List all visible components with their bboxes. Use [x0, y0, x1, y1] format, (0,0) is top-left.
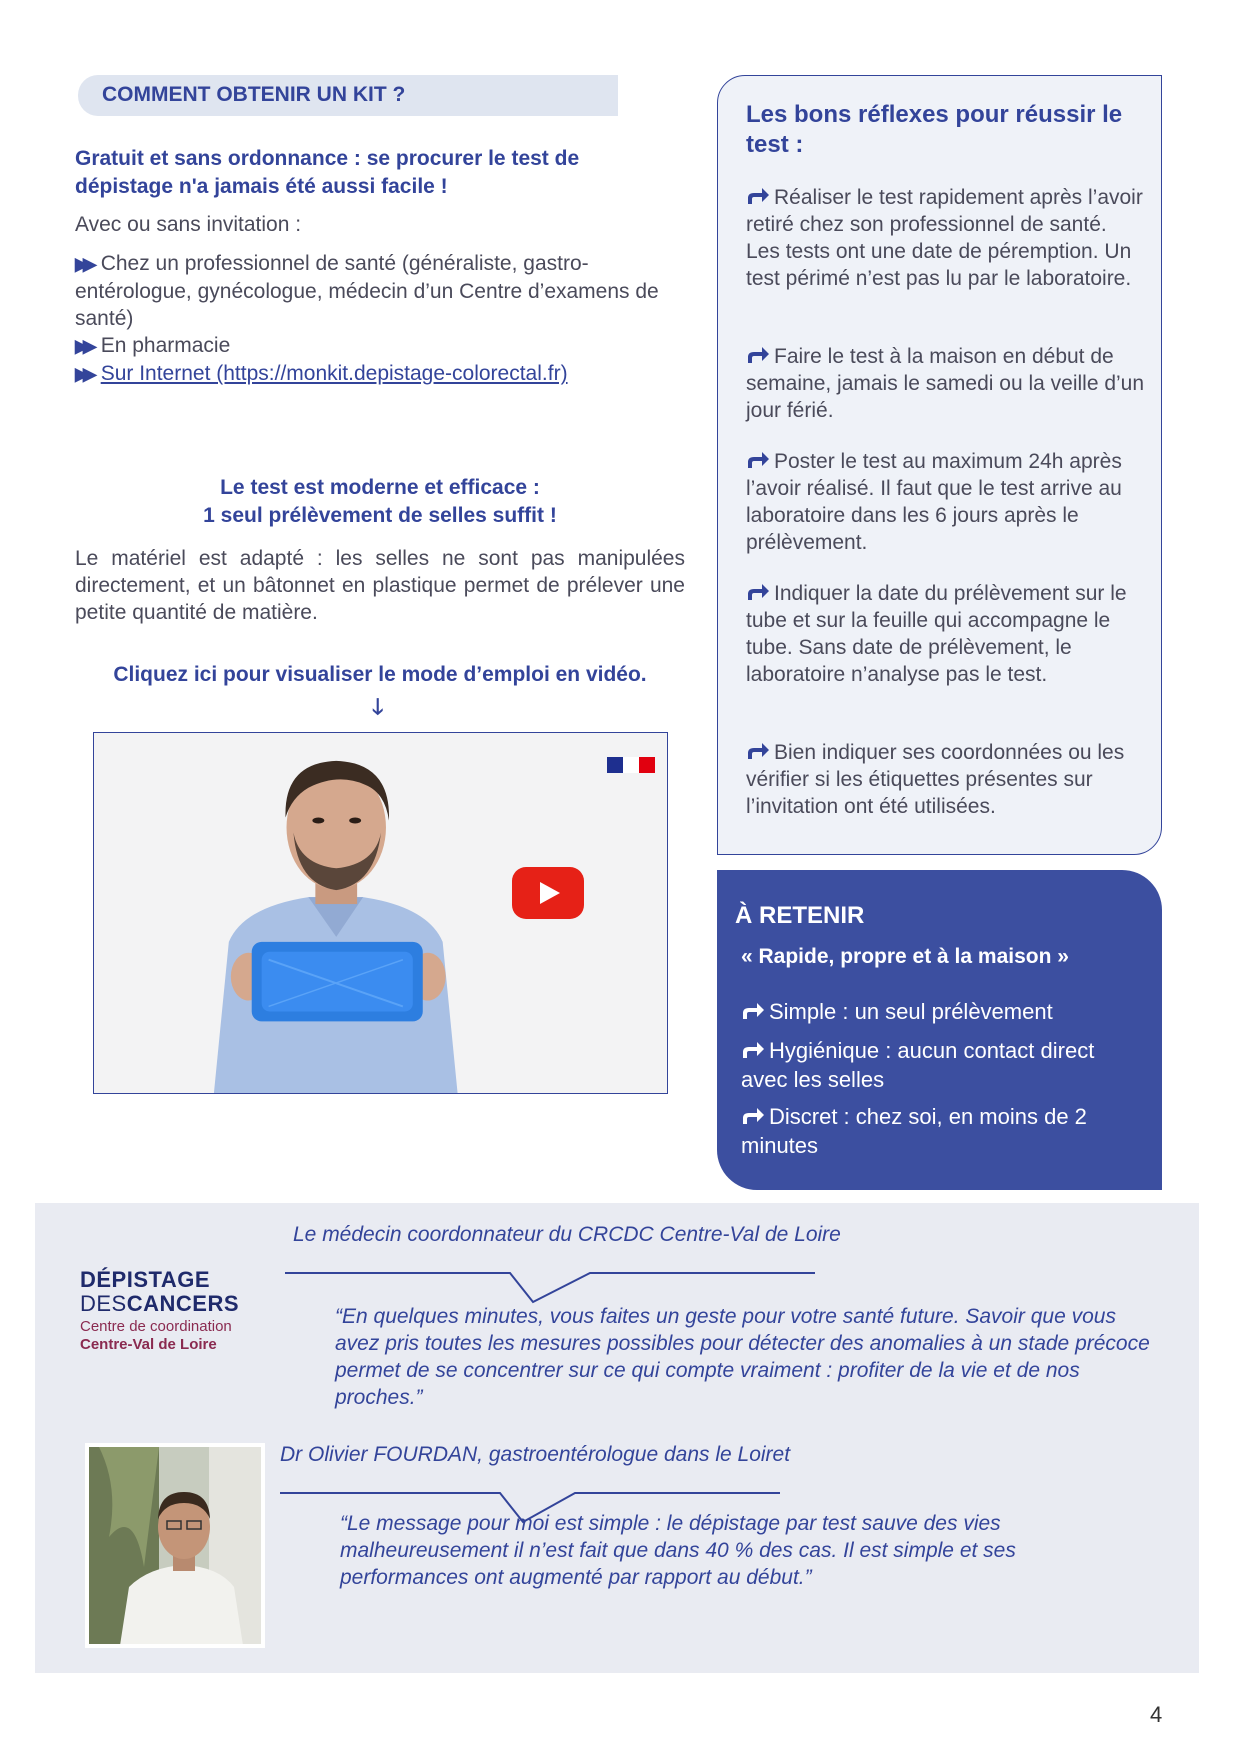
logo-line3: Centre de coordination [80, 1318, 232, 1335]
retain-title: À RETENIR [735, 902, 865, 929]
logo-line4: Centre-Val de Loire [80, 1336, 217, 1353]
video-cta-link[interactable]: Cliquez ici pour visualiser le mode d’emploi en vidéo. [113, 663, 647, 686]
turn-right-arrow-icon [746, 583, 770, 601]
video-thumbnail[interactable] [93, 732, 668, 1094]
reflex-item-text: Indiquer la date du prélèvement sur le tube et sur la feuille qui accompagne le tube. Sans date de prélèvement, le laboratoire n’analyse pas le test. [746, 582, 1127, 686]
kit-intro-text: Gratuit et sans ordonnance : se procurer le test de dépistage n'a jamais été aussi facile ! [75, 147, 580, 198]
quote2-text: “Le message pour moi est simple : le dépistage par test sauve des vies malheureusement il n’est fait que dans 40 % des cas. Il est simple et ses performances ont augmenté par rapport au début.” [340, 1512, 1016, 1589]
monkit-link[interactable]: Sur Internet (https://monkit.depistage-colorectal.fr) [100, 362, 568, 385]
logo-line2-main: CANCERS [126, 1291, 240, 1316]
retain-item-text: Simple : un seul prélèvement [769, 999, 1053, 1024]
kit-option-internet [75, 360, 675, 388]
logo-line2-prefix: DES [80, 1291, 127, 1316]
reflexes-box [717, 75, 1162, 855]
double-arrow-icon: ▶▶ [75, 364, 91, 384]
kit-option-label: En pharmacie [100, 334, 231, 357]
turn-right-arrow-icon [741, 1041, 765, 1059]
kit-option-professional [75, 250, 675, 332]
turn-right-arrow-icon [746, 451, 770, 469]
kit-option-pharmacy [75, 332, 675, 360]
retain-item [741, 997, 1141, 1026]
quote1-text: “En quelques minutes, vous faites un geste pour votre santé future. Savoir que vous avez pris toutes les mesures possibles pour détecter des anomalies à un stade précoce permet de se concentrer sur ce qui compte vraiment : profiter de la vie et de nos proches.” [335, 1305, 1150, 1409]
reflex-item-text: Poster le test au maximum 24h après l’avoir réalisé. Il faut que le test arrive au laboratoire dans les 6 jours après le prélèvement. [746, 450, 1122, 554]
kit-options-list [75, 250, 675, 388]
retain-item-text: Hygiénique : aucun contact direct avec les selles [741, 1038, 1095, 1092]
crcdc-logo [80, 1268, 280, 1358]
speaker2-name: Dr Olivier FOURDAN, gastroentérologue dans le Loiret [280, 1443, 791, 1466]
material-description: Le matériel est adapté : les selles ne sont pas manipulées directement, et un bâtonnet en plastique permet de prélever une petite quantité de matière. [75, 547, 685, 624]
arrow-down-icon: 🡓 [372, 694, 384, 719]
retain-item [741, 1102, 1141, 1160]
testimony-band [35, 1203, 1199, 1673]
reflex-item [746, 739, 1146, 820]
reflex-item [746, 184, 1146, 292]
speaker1-name: Le médecin coordonnateur du CRCDC Centre-Val de Loire [293, 1223, 841, 1246]
reflex-item [746, 343, 1146, 424]
kit-option-label: Chez un professionnel de santé (généraliste, gastro-entérologue, gynécologue, médecin d’un Centre d’examens de santé) [75, 252, 659, 330]
modern-title-line2: 1 seul prélèvement de selles suffit ! [203, 504, 557, 527]
double-arrow-icon: ▶▶ [75, 336, 91, 356]
reflex-item [746, 448, 1146, 556]
doctor-photo [85, 1443, 265, 1648]
retain-slogan: « Rapide, propre et à la maison » [741, 945, 1069, 968]
kit-section-heading: COMMENT OBTENIR UN KIT ? [78, 75, 618, 116]
logo-line1: DÉPISTAGE [80, 1267, 211, 1292]
reflex-item-text: Bien indiquer ses coordonnées ou les vérifier si les étiquettes présentes sur l’invitation ont été utilisées. [746, 741, 1125, 818]
reflex-item [746, 580, 1146, 688]
turn-right-arrow-icon [741, 1107, 765, 1125]
page-number: 4 [1150, 1702, 1163, 1727]
reflexes-title: Les bons réflexes pour réussir le test : [746, 101, 1123, 158]
turn-right-arrow-icon [746, 187, 770, 205]
turn-right-arrow-icon [741, 1002, 765, 1020]
turn-right-arrow-icon [746, 742, 770, 760]
modern-title-line1: Le test est moderne et efficace : [220, 476, 540, 499]
kit-with-without-text: Avec ou sans invitation : [75, 213, 302, 236]
double-arrow-icon: ▶▶ [75, 254, 91, 274]
retain-item [741, 1036, 1141, 1094]
quote-divider-1 [285, 1268, 815, 1308]
doctor-portrait-image [89, 1447, 265, 1648]
reflex-item-text: Réaliser le test rapidement après l’avoir retiré chez son professionnel de santé. Les tests ont une date de péremption. Un test périmé n’est pas lu par le laboratoire. [746, 186, 1143, 290]
retain-item-text: Discret : chez soi, en moins de 2 minutes [741, 1104, 1087, 1158]
retain-box [717, 870, 1162, 1190]
reflex-item-text: Faire le test à la maison en début de semaine, jamais le samedi ou la veille d’un jour férié. [746, 345, 1145, 422]
youtube-play-icon[interactable] [512, 867, 584, 919]
modern-test-title [75, 474, 685, 530]
republique-francaise-logo [607, 757, 655, 773]
turn-right-arrow-icon [746, 346, 770, 364]
logo-line2 [80, 1292, 280, 1316]
